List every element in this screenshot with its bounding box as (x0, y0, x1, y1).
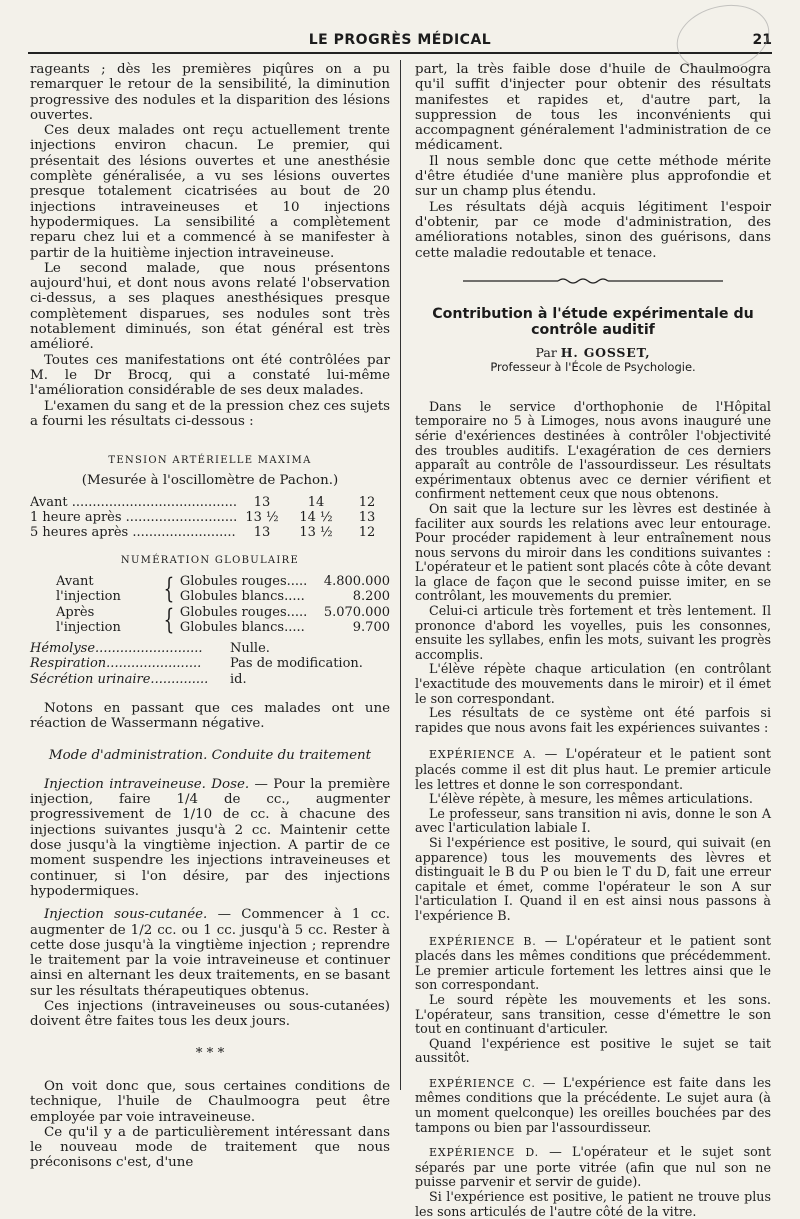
paragraph: Les résultats déjà acquis légitiment l'espoir d'obtenir, par ce mode d'administration, des améliorations notables, sinon des guérisons, dans cette maladie redoutable et tenace. (415, 199, 771, 261)
paragraph-text: — L'opérateur et le patient sont placés dans les mêmes conditions que précédemment. Le premier articule fortement les lettres ainsi que le son correspondant. (415, 932, 771, 993)
paragraph: Ce qu'il y a de particulièrement intéressant dans le nouveau mode de traitement que nous préconisons c'est, d'une (30, 1124, 390, 1171)
paragraph: L'élève répète, à mesure, les mêmes articulations. (429, 791, 753, 807)
paragraph-text: — Pour la première injection, faire 1/4 de cc., augmenter progressivement de 1/10 de cc. à chacune des injections suivantes jusqu'à 2 cc. Maintenir cette dose jusqu'à la vingtième injection. A partir de ce moment suspendre les injections intraveineuses et continuer, si l'on désire, par des injections hypodermiques. (30, 776, 390, 899)
author-affiliation: Professeur à l'École de Psychologie. (490, 360, 696, 375)
experiment-label: EXPÉRIENCE D. (429, 1146, 539, 1160)
page-header (28, 30, 772, 52)
observation-row (30, 656, 390, 671)
tension-value: 13 ½ (245, 510, 279, 526)
paragraph-text: — L'opérateur et le sujet sont séparés par une porte vitrée (afin que nul son ne puisse parvenir et servir de guide). (415, 1144, 772, 1190)
paragraph: rageants ; dès les premières piqûres on a pu remarquer le retour de la sensibilité, la diminution progressive des nodules et la disparition des lésions ouvertes. (30, 62, 390, 123)
paragraph: L'élève répète chaque articulation (en contrôlant l'exactitude des mouvements dans le miroir) et il émet le son correspondant. (415, 661, 771, 706)
paragraph: Quand l'expérience est positive le sujet se tait aussitôt. (415, 1035, 771, 1066)
numeration-value: 4.800.000 (323, 573, 390, 589)
numeration-value: 8.200 (352, 589, 390, 605)
paragraph: Dans le service d'orthophonie de l'Hôpital temporaire no 5 à Limoges, nous avons inauguré une série d'exériences destinées à contrôler l'objectivité des troubles auditifs. L'exagération de ces derniers apparaît au contrôle de l'assourdisseur. Les résultats expérimentaux obtenus avec ce dernier vérifient et confirment nettement ceux que nous obtenons. (415, 398, 771, 502)
numeration-block (56, 602, 390, 636)
observation-value: id. (230, 671, 247, 687)
experiment-label: EXPÉRIENCE A. (429, 748, 537, 762)
tension-table (30, 495, 390, 541)
numeration-title: NUMÉRATION GLOBULAIRE (120, 554, 300, 566)
observation-key: Sécrétion urinaire.............. (30, 671, 209, 687)
tension-row-label: 1 heure après ..... (30, 510, 236, 525)
paragraph: Si l'expérience est positive, le patient ne trouve plus les sons articulés de l'autre côté de la vitre. (415, 1189, 771, 1219)
paragraph (30, 907, 390, 999)
observation-key: Respiration....................... (30, 656, 202, 672)
page-number: 21 (752, 32, 772, 48)
paragraph: Le second malade, que nous présentons aujourd'hui, et dont nous avons relaté l'observation ci-dessus, a ses plaques anesthésiques presque complètement disparues, ses nodules sont très notablement diminués, son état général est très amélioré. (30, 260, 390, 353)
column-divider (400, 60, 401, 1090)
byline-prefix: Par (535, 345, 561, 361)
experiment-label: EXPÉRIENCE C. (429, 1076, 536, 1090)
asterism: * * * (195, 1045, 225, 1061)
numeration-name: Globules rouges..... (179, 573, 308, 589)
tension-value: 14 (307, 494, 325, 510)
paragraph: Notons en passant que ces malades ont une réaction de Wassermann négative. (30, 700, 390, 732)
numeration-item (180, 605, 390, 620)
numeration-name: Globules blancs..... (179, 619, 305, 635)
journal-title: LE PROGRÈS MÉDICAL (308, 32, 492, 48)
observation-key: Hémolyse.......................... (30, 641, 203, 657)
article-title: Contribution à l'étude expérimentale du contrôle auditif (432, 306, 754, 339)
paragraph: Ces deux malades ont reçu actuellement trente injections environ chacun. Le premier, qui présentait des lésions ouvertes et une anesthésie complète généralisée, a vu ses lésions ouvertes presque totalement cicatrisées au bout de 20 injections intraveineuses et 10 injections hypodermiques. La sensibilité a complètement reparu chez lui et a commencé à se manifester à partir de la huitième injection intraveineuse. (30, 123, 390, 261)
paragraph: On sait que la lecture sur les lèvres est destinée à faciliter aux sourds les relations avec leur entourage. Pour procéder rapidement à leur entraînement nous nous servons du miroir dans les conditions suivantes : L'opérateur et le patient sont placés côte à côte devant la glace de façon que le second puisse imiter, en se contrôlant, les mouvements du premier. (415, 500, 771, 604)
numeration-item (180, 620, 390, 635)
experiment-paragraph (415, 934, 771, 993)
brace-glyph: { (163, 572, 175, 606)
numeration-value: 5.070.000 (323, 604, 390, 620)
subsection-heading: Injection sous-cutanée. (44, 907, 208, 923)
paragraph: L'examen du sang et de la pression chez ces sujets a fourni les résultats ci-dessous : (30, 398, 390, 429)
numeration-name: Globules rouges..... (179, 604, 308, 620)
tension-value: 13 (358, 510, 376, 526)
experiment-paragraph (415, 747, 771, 792)
tension-row-label: 5 heures après ..... (30, 525, 236, 540)
experiment-paragraph (415, 1076, 771, 1135)
numeration-name: Globules blancs..... (179, 589, 305, 605)
tension-subtitle: (Mesurée à l'oscillomètre de Pachon.) (81, 473, 339, 489)
numeration-item (180, 589, 390, 604)
tension-value: 12 (358, 525, 376, 541)
subsection-heading: Injection intraveineuse. Dose. (44, 776, 250, 792)
paragraph (30, 777, 390, 899)
numeration-when: Avant l'injection (56, 573, 121, 605)
observation-row (30, 672, 390, 687)
right-column (415, 62, 771, 1219)
paragraph-text: — L'opérateur et le patient sont placés comme il est dit plus haut. Le premier articule les lettres et donne le son correspondant. (415, 746, 771, 792)
tension-row (30, 495, 390, 510)
tension-value: 13 (253, 525, 271, 541)
paragraph: On voit donc que, sous certaines conditions de technique, l'huile de Chaulmoogra peut être employée par voie intraveineuse. (30, 1078, 390, 1125)
paragraph: part, la très faible dose d'huile de Chaulmoogra qu'il suffit d'injecter pour obtenir des résultats manifestes et rapides et, d'autre part, la suppression de tous les inconvénients qui accompagnent généralement l'administration de ce médicament. (415, 62, 771, 154)
paragraph: Celui-ci articule très fortement et très lentement. Il prononce d'abord les voyelles, puis les consonnes, ensuite les syllabes, enfin les mots, suivant les progrès accomplis. (415, 603, 771, 662)
author-name: H. GOSSET, (560, 345, 651, 361)
tension-value: 13 ½ (299, 525, 333, 541)
brace-glyph: { (163, 602, 175, 636)
paragraph: Le sourd répète les mouvements et les sons. L'opérateur, sans transition, cesse d'émettre le son tout en continuant d'articuler. (415, 991, 771, 1037)
section-title: Mode d'administration. Conduite du traitement (48, 747, 372, 763)
tension-value: 12 (358, 494, 376, 510)
numeration-when: Après l'injection (56, 604, 121, 635)
tension-row (30, 510, 390, 525)
paragraph: Les résultats de ce système ont été parfois si rapides que nous avons fait les expériences suivantes : (415, 705, 771, 735)
observation-value: Pas de modification. (230, 656, 363, 672)
paragraph-text: — Commencer à 1 cc. augmenter de 1/2 cc. ou 1 cc. jusqu'à 5 cc. Rester à cette dose jusqu'à la vingtième injection ; reprendre le traitement par la voie intraveineuse et continuer ainsi en alternant les deux traitements, en se basant sur les résultats thérapeutiques obtenus. (30, 907, 390, 999)
paragraph-text: — L'expérience est faite dans les mêmes conditions que la précédente. Le sujet aura (à un moment quelconque) les oreilles bouchées par des tampons ou bien par l'assourdisseur. (415, 1074, 771, 1135)
paragraph: Ces injections (intraveineuses ou sous-cutanées) doivent être faites tous les deux jours. (30, 999, 390, 1030)
numeration-value: 9.700 (352, 619, 390, 635)
tension-title: TENSION ARTÉRIELLE MAXIMA (108, 455, 312, 467)
numeration-item (180, 574, 390, 589)
paragraph: Il nous semble donc que cette méthode mérite d'être étudiée d'une manière plus approfondie et sur un champ plus étendu. (415, 153, 771, 200)
numeration-block (56, 574, 390, 605)
paragraph: Le professeur, sans transition ni avis, donne le son A avec l'articulation labiale I. (415, 805, 771, 836)
header-rule (28, 52, 772, 54)
paragraph: Toutes ces manifestations ont été contrôlées par M. le Dr Brocq, qui a constaté lui-même l'amélioration considérable de ses deux malades. (30, 352, 390, 399)
experiment-label: EXPÉRIENCE B. (429, 934, 537, 948)
paragraph: Si l'expérience est positive, le sourd, qui suivait (en apparence) tous les mouvements des lèvres et distinguait le B du P ou bien le T du D, fait une erreur capitale et émet, comme l'opérateur le son A sur l'articulation I. Quand il en est ainsi nous passons à l'expérience B. (415, 834, 771, 923)
experiment-paragraph (415, 1145, 771, 1190)
byline (415, 345, 771, 360)
section-separator (415, 275, 771, 290)
tension-row (30, 525, 390, 540)
observation-row (30, 641, 390, 656)
observation-value: Nulle. (230, 641, 270, 657)
tension-row-label: Avant ..... (30, 495, 236, 510)
tension-value: 14 ½ (299, 510, 333, 526)
left-column (30, 62, 390, 1171)
tension-value: 13 (253, 494, 271, 510)
